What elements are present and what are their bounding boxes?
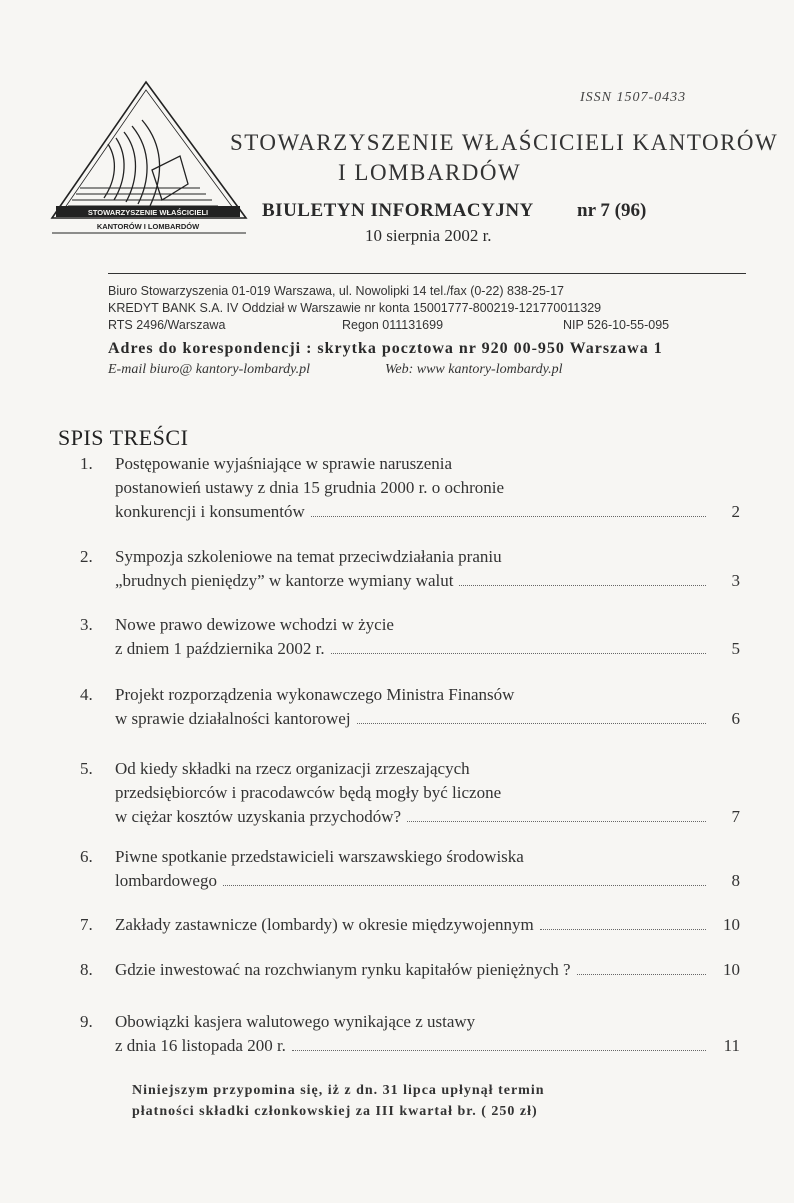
bank-info: KREDYT BANK S.A. IV Oddział w Warszawie nr konta 15001777-800219-121770011329 (108, 301, 602, 315)
correspondence-address: Adres do korespondencji : skrytka pocztowa nr 920 00-950 Warszawa 1 (108, 340, 663, 357)
toc-item-line-text: w ciężar kosztów uzyskania przychodów? (115, 807, 402, 826)
toc-item-line: postanowień ustawy z dnia 15 grudnia 2000 r. o ochronie (115, 478, 505, 497)
toc-item-page: 2 (731, 502, 740, 521)
association-logo (50, 80, 250, 240)
toc-item-text (115, 845, 710, 893)
regon-info: Regon 011131699 (342, 318, 444, 332)
logo-text-1: STOWARZYSZENIE WŁAŚCICIELI (87, 208, 209, 217)
toc-item-number: 1. (80, 454, 93, 473)
toc-item-line-text: Zakłady zastawnicze (lombardy) w okresie międzywojennym (115, 915, 534, 934)
toc-item[interactable] (80, 845, 740, 893)
toc-item-line: Postępowanie wyjaśniające w sprawie naruszenia (115, 454, 453, 473)
toc-item-text (115, 958, 710, 982)
toc-item-line: Sympozja szkoleniowe na temat przeciwdziałania praniu (115, 547, 502, 566)
toc-item-text (115, 1010, 710, 1058)
toc-dot-leader (459, 585, 706, 586)
toc-item-text (115, 913, 710, 937)
toc-item[interactable] (80, 757, 740, 829)
toc-item-page: 10 (723, 915, 740, 934)
toc-dot-leader (577, 974, 706, 975)
toc-item-number: 9. (80, 1012, 93, 1031)
toc-item-line-text: lombardowego (115, 871, 217, 890)
toc-item[interactable] (80, 913, 740, 937)
email-address[interactable]: E-mail biuro@ kantory-lombardy.pl (108, 362, 310, 377)
toc-item-text (115, 452, 710, 524)
toc-dot-leader (357, 723, 706, 724)
toc-item-line-text: „brudnych pieniędzy” w kantorze wymiany walut (115, 571, 454, 590)
toc-item-line-text: z dniem 1 października 2002 r. (115, 639, 325, 658)
toc-item-line (115, 569, 710, 593)
toc-item-page: 7 (731, 807, 740, 826)
rts-info: RTS 2496/Warszawa (108, 318, 226, 332)
membership-fee-notice (132, 1080, 545, 1122)
toc-item-line (115, 805, 710, 829)
toc-dot-leader (407, 821, 706, 822)
toc-item[interactable] (80, 958, 740, 982)
bulletin-title: BIULETYN INFORMACYJNY (262, 200, 534, 221)
toc-item-page: 5 (731, 639, 740, 658)
toc-item[interactable] (80, 452, 740, 524)
logo-text-2: KANTORÓW I LOMBARDÓW (96, 222, 200, 231)
toc-item-line: Nowe prawo dewizowe wchodzi w życie (115, 615, 394, 634)
toc-item-line: Piwne spotkanie przedstawicieli warszawskiego środowiska (115, 847, 524, 866)
toc-item-number: 7. (80, 915, 93, 934)
toc-dot-leader (292, 1050, 706, 1051)
org-name-line1: STOWARZYSZENIE WŁAŚCICIELI KANTORÓW (230, 130, 779, 155)
toc-item-number: 3. (80, 615, 93, 634)
toc-item-line-text: w sprawie działalności kantorowej (115, 709, 351, 728)
org-name-line2: I LOMBARDÓW (338, 160, 522, 185)
notice-line-2: płatności składki członkowskiej za III kwartał br. ( 250 zł) (132, 1104, 538, 1119)
toc-item-number: 2. (80, 547, 93, 566)
toc-item-line (115, 1034, 710, 1058)
notice-line-1: Niniejszym przypomina się, iż z dn. 31 lipca upłynął termin (132, 1083, 545, 1098)
toc-item-line: Obowiązki kasjera walutowego wynikające z ustawy (115, 1012, 476, 1031)
toc-item-text (115, 545, 710, 593)
toc-item-line: przedsiębiorców i pracodawców będą mogły być liczone (115, 783, 502, 802)
toc-title: SPIS TREŚCI (58, 425, 189, 450)
toc-item-text (115, 683, 710, 731)
toc-item-page: 8 (731, 871, 740, 890)
toc-item-text (115, 613, 710, 661)
issue-date: 10 sierpnia 2002 r. (365, 226, 492, 245)
toc-dot-leader (311, 516, 706, 517)
toc-item-line (115, 958, 710, 982)
toc-item-number: 4. (80, 685, 93, 704)
toc-item-text (115, 757, 710, 829)
toc-item-number: 8. (80, 960, 93, 979)
toc-item-line (115, 500, 710, 524)
toc-item[interactable] (80, 545, 740, 593)
toc-item[interactable] (80, 1010, 740, 1058)
toc-item-page: 3 (731, 571, 740, 590)
toc-item[interactable] (80, 683, 740, 731)
nip-info: NIP 526-10-55-095 (563, 318, 670, 332)
toc-item-page: 11 (723, 1036, 740, 1055)
toc-item-line (115, 707, 710, 731)
toc-item-number: 6. (80, 847, 93, 866)
website-address[interactable]: Web: www kantory-lombardy.pl (385, 362, 563, 377)
toc-item-page: 6 (731, 709, 740, 728)
toc-item-page: 10 (723, 960, 740, 979)
toc-item-number: 5. (80, 759, 93, 778)
toc-item-line-text: konkurencji i konsumentów (115, 502, 305, 521)
toc-item-line (115, 869, 710, 893)
toc-item-line (115, 913, 710, 937)
header-divider (108, 273, 746, 274)
issn: ISSN 1507-0433 (580, 90, 687, 105)
toc-item-line (115, 637, 710, 661)
toc-item-line-text: Gdzie inwestować na rozchwianym rynku kapitałów pieniężnych ? (115, 960, 571, 979)
office-info: Biuro Stowarzyszenia 01-019 Warszawa, ul. Nowolipki 14 tel./fax (0-22) 838-25-17 (108, 284, 564, 298)
toc-item-line: Projekt rozporządzenia wykonawczego Ministra Finansów (115, 685, 515, 704)
toc-dot-leader (331, 653, 706, 654)
issue-number: nr 7 (96) (577, 200, 647, 221)
toc-item-line: Od kiedy składki na rzecz organizacji zrzeszających (115, 759, 470, 778)
toc-item-line-text: z dnia 16 listopada 200 r. (115, 1036, 286, 1055)
toc-dot-leader (540, 929, 706, 930)
toc-item[interactable] (80, 613, 740, 661)
toc-dot-leader (223, 885, 706, 886)
